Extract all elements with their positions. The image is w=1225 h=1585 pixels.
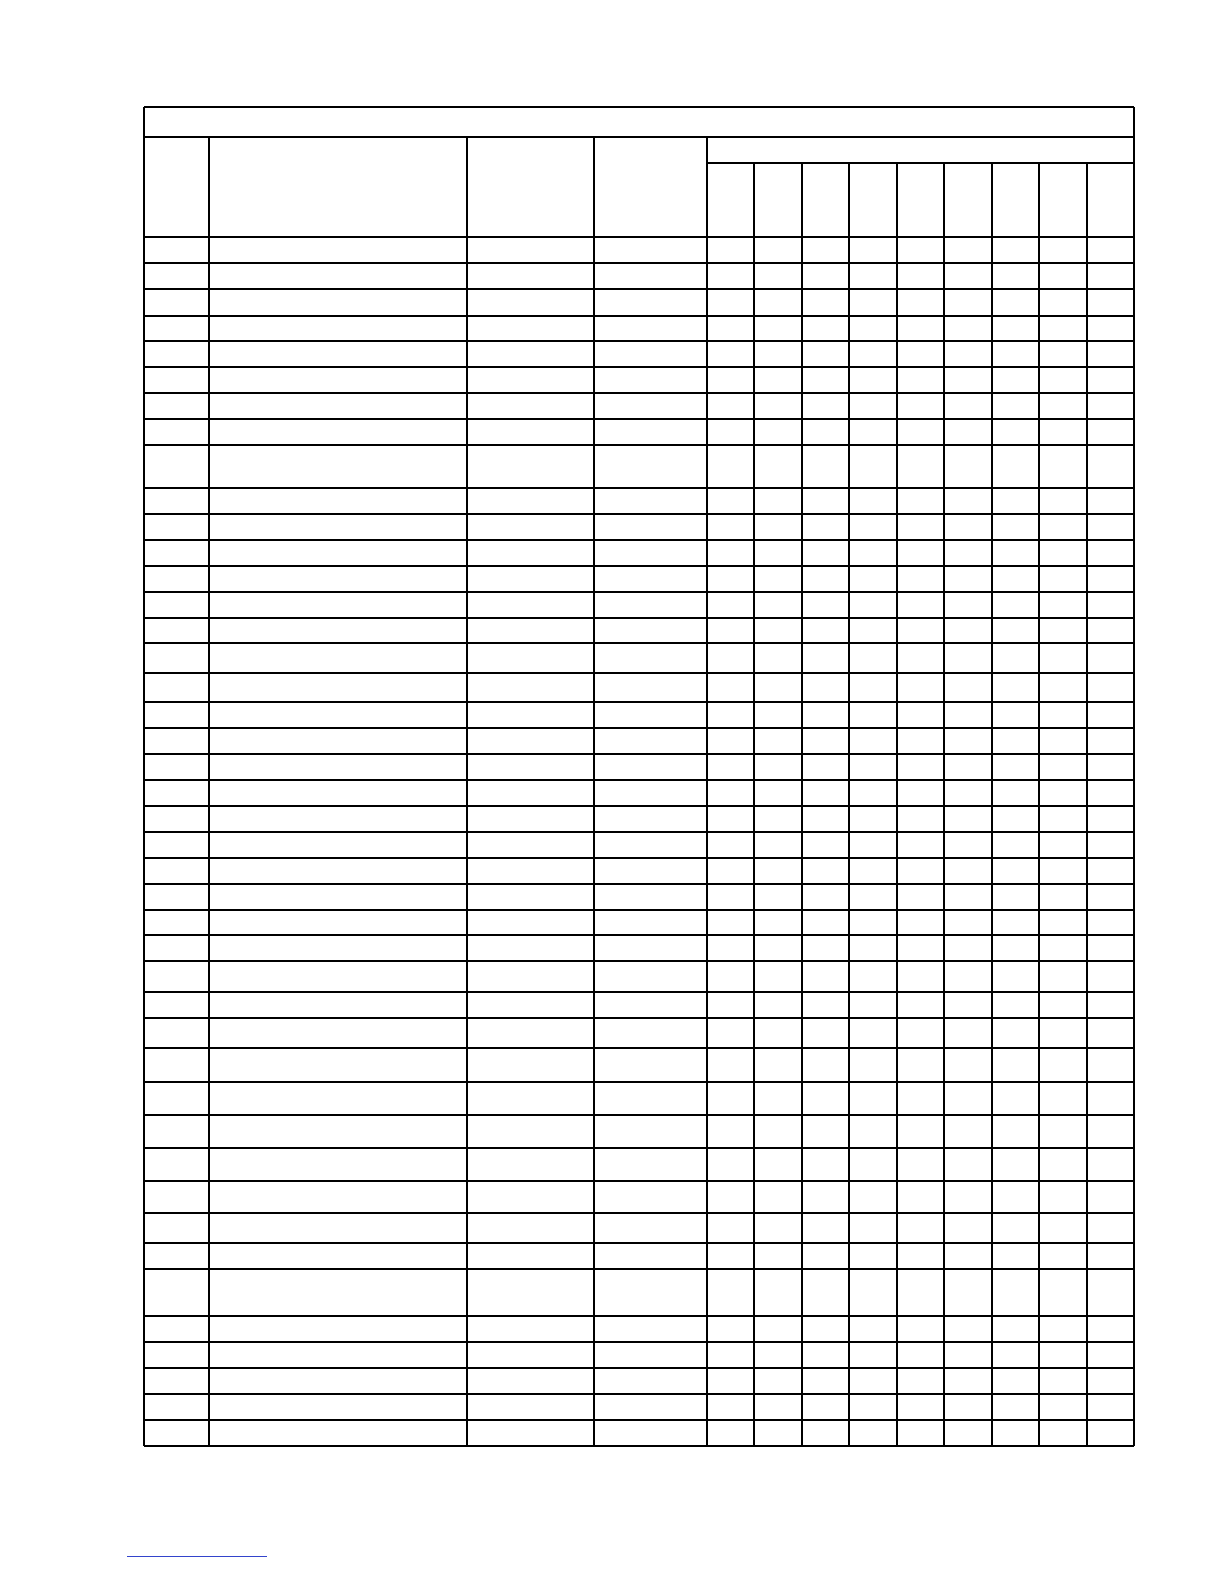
footnote-rule (127, 1556, 267, 1557)
